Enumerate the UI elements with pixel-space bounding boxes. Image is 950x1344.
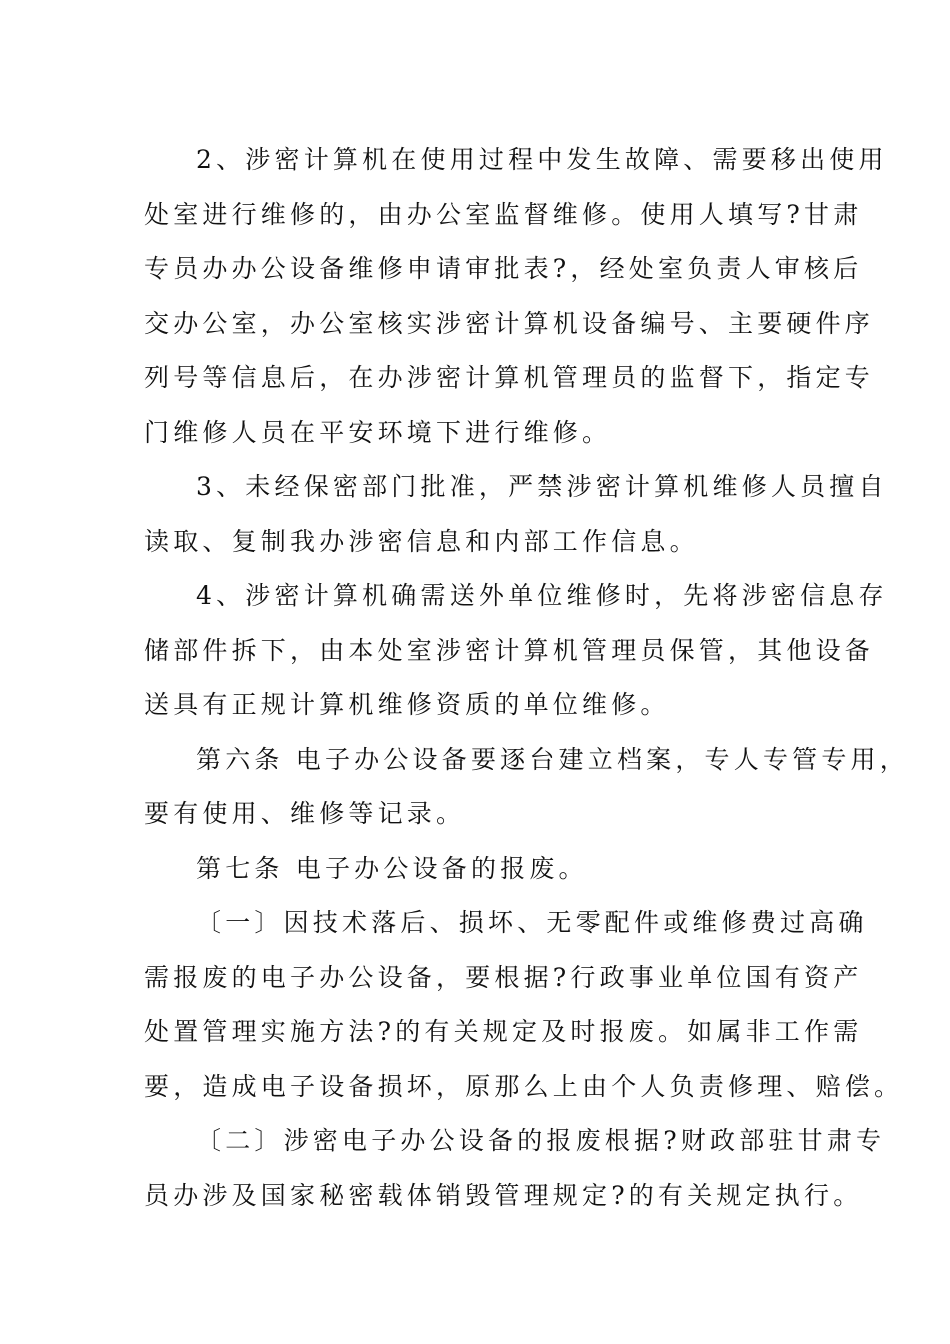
text-line: 储部件拆下，由本处室涉密计算机管理员保管，其他设备	[144, 635, 875, 665]
text-line: 读取、复制我办涉密信息和内部工作信息。	[144, 526, 699, 556]
text-line: 送具有正规计算机维修资质的单位维修。	[144, 690, 670, 719]
paragraph-article-7	[144, 842, 824, 897]
text-line: 处室进行维修的，由办公室监督维修。使用人填写?甘肃	[144, 199, 863, 229]
paragraph-item-3	[144, 460, 888, 569]
paragraph-item-2	[144, 133, 888, 460]
text-line: 2、涉密计算机在使用过程中发生故障、需要移出使用	[196, 145, 888, 174]
text-line: 3、未经保密部门批准，严禁涉密计算机维修人员擅自	[196, 472, 888, 501]
text-line: 需报废的电子办公设备，要根据?行政事业单位国有资产	[144, 962, 863, 992]
text-line: 员办涉及国家秘密载体销毁管理规定?的有关规定执行。	[144, 1180, 863, 1210]
text-line: 第七条 电子办公设备的报废。	[196, 853, 588, 883]
text-line: 列号等信息后，在办涉密计算机管理员的监督下，指定专	[144, 363, 875, 392]
paragraph-article-6	[144, 733, 909, 842]
document-body	[144, 133, 909, 1223]
text-line: 要有使用、维修等记录。	[144, 799, 466, 828]
text-line: 〔二〕涉密电子办公设备的报废根据?财政部驻甘肃专	[196, 1126, 886, 1155]
text-line: 交办公室，办公室核实涉密计算机设备编号、主要硬件序	[144, 308, 875, 338]
text-line: 第六条 电子办公设备要逐台建立档案，专人专管专用，	[196, 744, 909, 774]
text-line: 门维修人员在平安环境下进行维修。	[144, 417, 612, 447]
paragraph-clause-1	[144, 896, 904, 1114]
text-line: 4、涉密计算机确需送外单位维修时，先将涉密信息存	[196, 581, 888, 610]
text-line: 处置管理实施方法?的有关规定及时报废。如属非工作需	[144, 1017, 863, 1046]
text-line: 要，造成电子设备损坏，原那么上由个人负责修理、赔偿。	[144, 1071, 904, 1101]
text-line: 〔一〕因技术落后、损坏、无零配件或维修费过高确	[196, 908, 868, 937]
paragraph-clause-2	[144, 1114, 886, 1223]
text-line: 专员办办公设备维修申请审批表?，经处室负责人审核后	[144, 254, 863, 283]
paragraph-item-4	[144, 569, 888, 733]
